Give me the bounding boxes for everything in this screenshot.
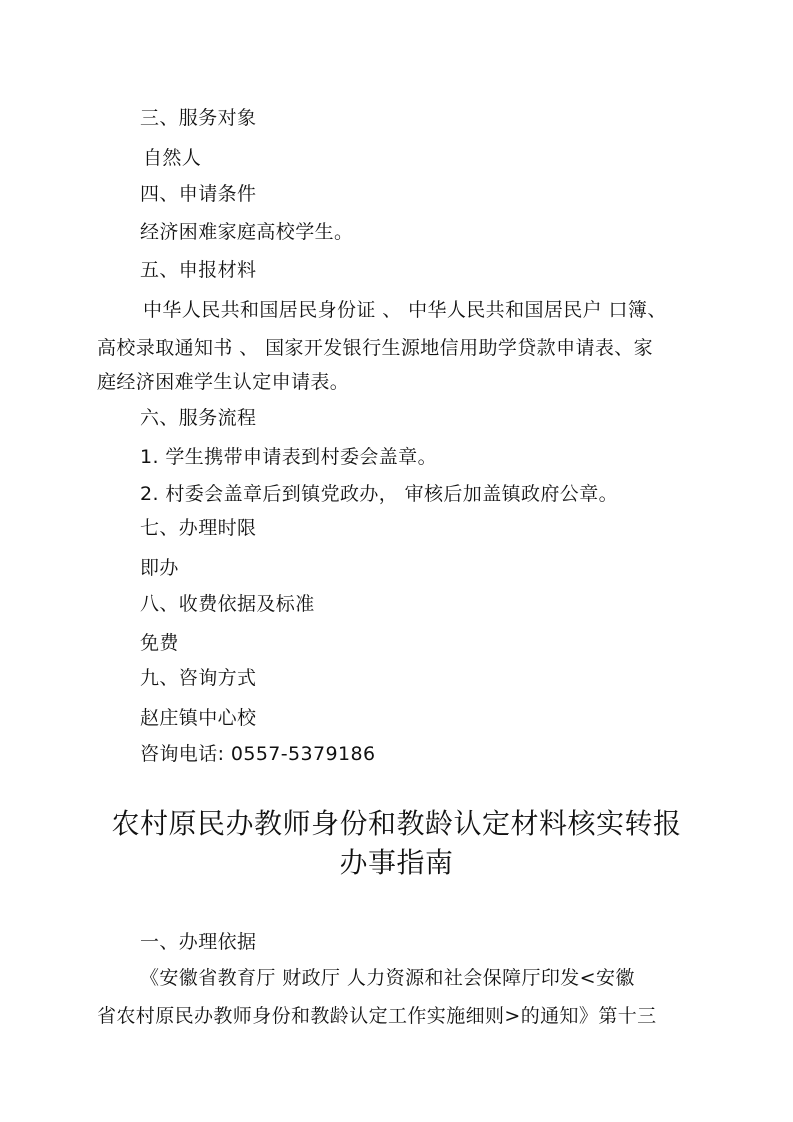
heading-basis: 一、办理依据 [140,931,257,953]
consult-org-text: 赵庄镇中心校 [140,707,257,729]
heading-consult: 九、咨询方式 [140,667,257,689]
heading-materials: 五、申报材料 [140,259,257,281]
heading-time-limit: 七、办理时限 [140,517,257,539]
fees-text: 免费 [140,632,179,654]
materials-text-line2: 高校录取通知书 、 国家开发银行生源地信用助学贷款申请表、家 [97,337,654,359]
time-limit-text: 即办 [140,557,179,579]
guide-title-line1: 农村原民办教师身份和教龄认定材料核实转报 [111,807,682,840]
process-step-2: 2. 村委会盖章后到镇党政办， 审核后加盖镇政府公章。 [140,483,619,505]
heading-conditions: 四、申请条件 [140,183,257,205]
basis-text-line2: 省农村原民办教师身份和教龄认定工作实施细则>的通知》第十三 [97,1005,657,1027]
heading-fees: 八、收费依据及标准 [140,593,315,615]
heading-service-target: 三、服务对象 [140,107,257,129]
materials-text-line3: 庭经济困难学生认定申请表。 [97,371,350,393]
conditions-text: 经济困难家庭高校学生。 [140,221,354,243]
basis-text-line1: 《安徽省教育厅 财政厅 人力资源和社会保障厅印发<安徽 [140,967,635,989]
guide-title-line2: 办事指南 [339,846,454,879]
materials-text-line1: 中华人民共和国居民身份证 、 中华人民共和国居民户 口簿、 [143,299,667,321]
process-step-1: 1. 学生携带申请表到村委会盖章。 [140,446,437,468]
consult-phone-text: 咨询电话: 0557-5379186 [140,743,376,765]
service-target-text: 自然人 [143,147,202,169]
heading-process: 六、服务流程 [140,407,257,429]
